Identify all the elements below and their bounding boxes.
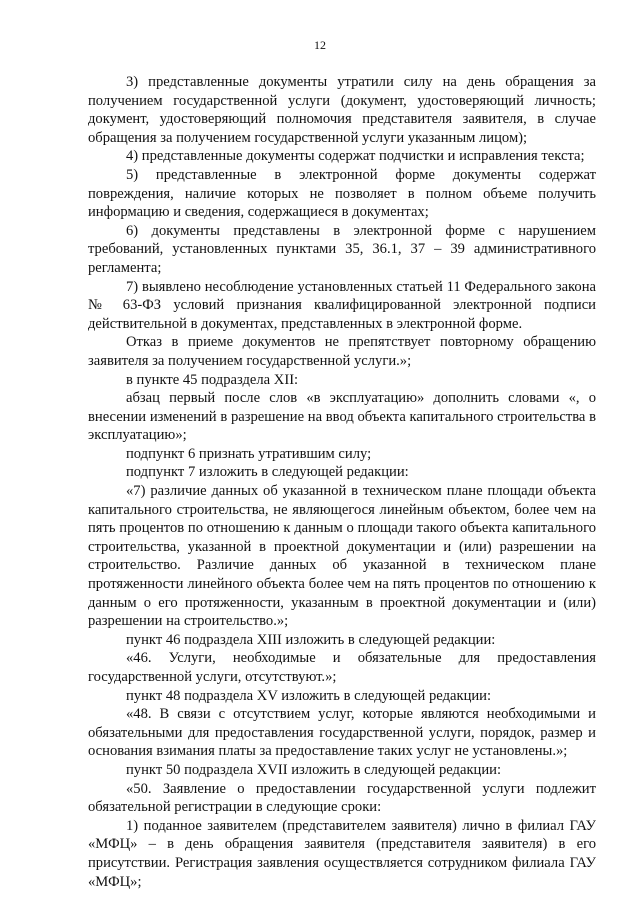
paragraph: 6) документы представлены в электронной форме с нарушением требований, установленных пунктами 35, 36.1, 37 – 39 административного регламента; [88, 222, 596, 276]
paragraph: пункт 46 подраздела XIII изложить в следующей редакции: [126, 631, 496, 648]
paragraph: пункт 48 подраздела XV изложить в следующей редакции: [126, 687, 492, 704]
paragraph: подпункт 7 изложить в следующей редакции: [126, 464, 409, 481]
paragraph: в пункте 45 подраздела XII: [126, 371, 299, 388]
paragraph: «48. В связи с отсутствием услуг, которые являются необходимыми и обязательными для предоставления государственной услуги, порядок, размер и основания взимания платы за предоставление таких услуг не установлены.»; [88, 706, 596, 760]
paragraph: абзац первый после слов «в эксплуатацию» дополнить словами «, о внесении изменений в разрешение на ввод объекта капитального строительства в эксплуатацию»; [88, 390, 596, 444]
page-number: 12 [314, 38, 326, 52]
paragraph: подпункт 6 признать утратившим силу; [126, 445, 372, 462]
paragraph: 4) представленные документы содержат подчистки и исправления текста; [126, 148, 585, 165]
paragraph: 5) представленные в электронной форме документы содержат повреждения, наличие которых не позволяет в полном объеме получить информацию и сведения, содержащиеся в документах; [88, 166, 596, 221]
paragraph: «50. Заявление о предоставлении государственной услуги подлежит обязательной регистрации в следующие сроки: [88, 780, 596, 816]
paragraph: пункт 50 подраздела XVII изложить в следующей редакции: [126, 761, 502, 778]
paragraph: 7) выявлено несоблюдение установленных статьей 11 Федерального закона № 63-ФЗ условий признания квалифицированной электронной подписи действительной в документах, представленных в электронной форме. [88, 278, 596, 332]
paragraph: «46. Услуги, необходимые и обязательные для предоставления государственной услуги, отсутствуют.»; [88, 650, 596, 685]
paragraph: «7) различие данных об указанной в техническом плане площади объекта капитального строительства, не являющегося линейным объектом, более чем на пять процентов по отношению к данным о площади такого объекта капитального строительства, указанной в проектной документации и (или) разрешении на строительство. Различие данных об указанной в техническом плане протяженности линейного объекта более чем на пять процентов по отношению к данным о его протяженности, указанным в проектной документации и (или) разрешении на строительство.»; [88, 483, 596, 630]
paragraph: 3) представленные документы утратили силу на день обращения за получением государственной услуги (документ, удостоверяющий личность; документ, удостоверяющий полномочия представителя заявителя, в случае обращения за получением государственной услуги указанным лицом); [88, 74, 596, 146]
paragraph: Отказ в приеме документов не препятствует повторному обращению заявителя за получением государственной услуги.»; [88, 334, 596, 369]
paragraph: 1) поданное заявителем (представителем заявителя) лично в филиал ГАУ «МФЦ» – в день обращения заявителя (представителя заявителя) в его присутствии. Регистрация заявления осуществляется сотрудником филиала ГАУ «МФЦ»; [88, 817, 596, 890]
document-body [88, 73, 596, 891]
